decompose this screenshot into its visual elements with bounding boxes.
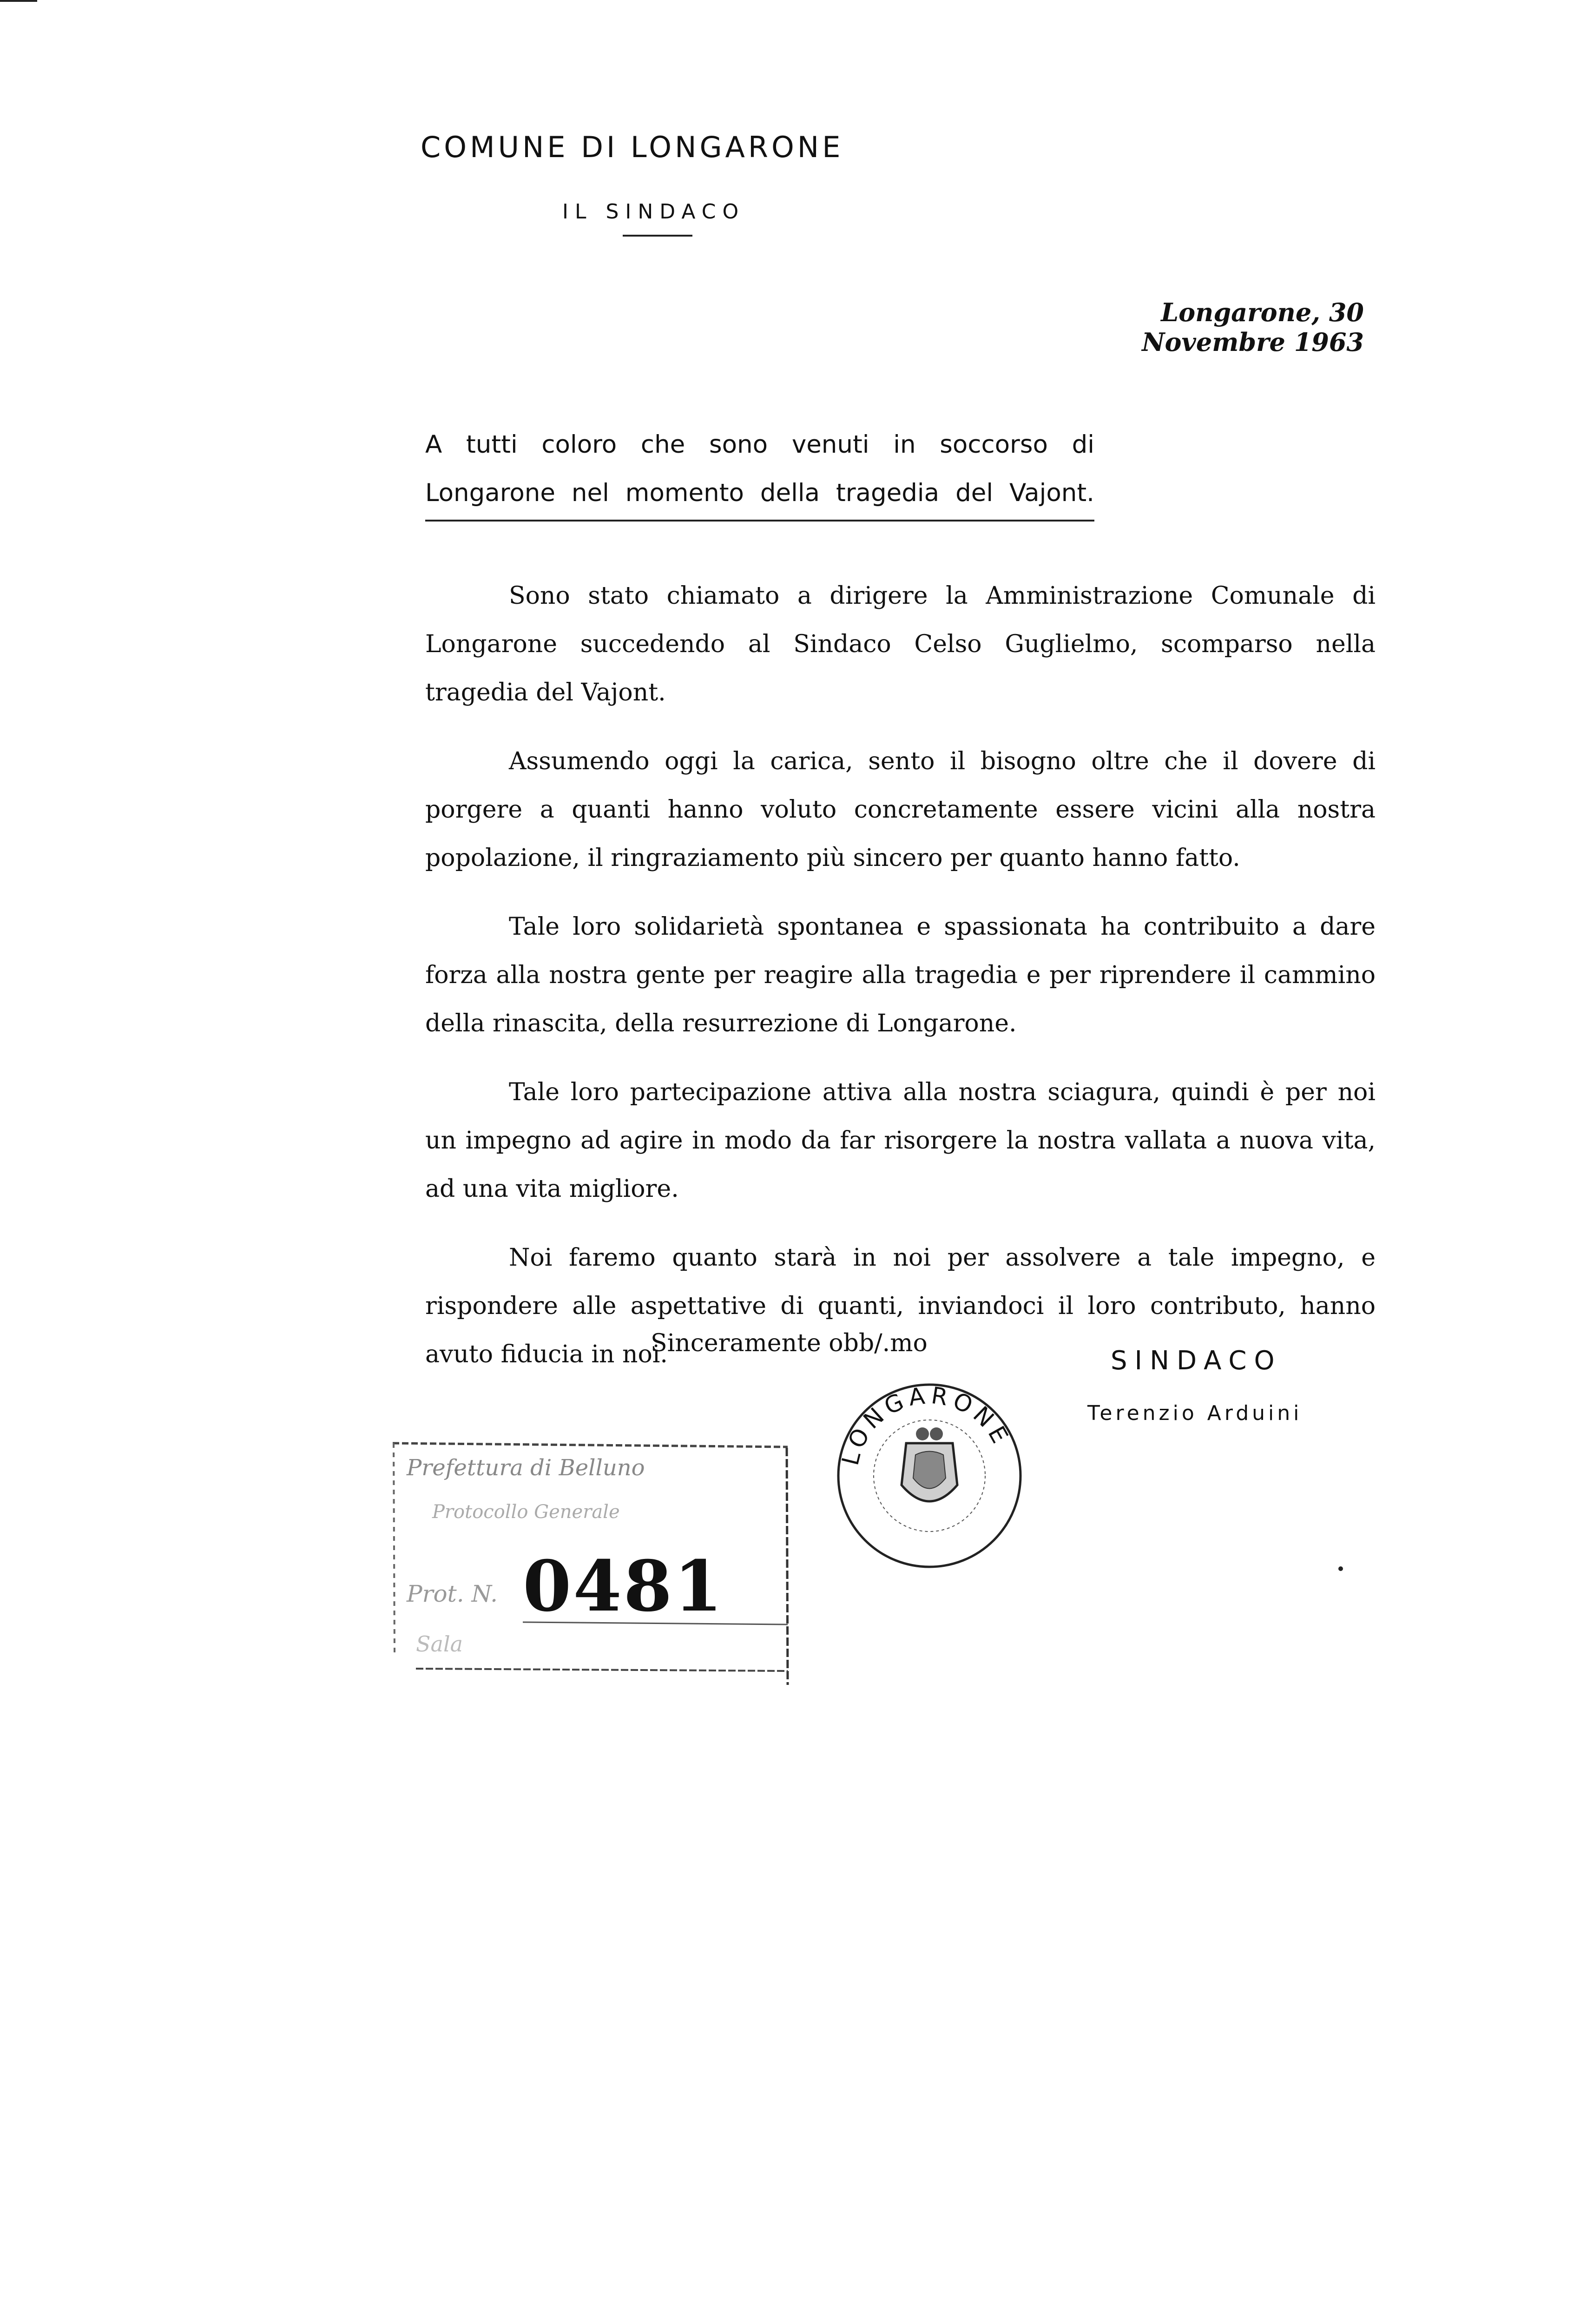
body-paragraph-1: Sono stato chiamato a dirigere la Amministrazione Comunale di Longarone succedendo al Sindaco Celso Guglielmo, scomparso nella tragedia del Vajont.	[425, 582, 1376, 706]
seal-icon	[832, 1378, 1027, 1573]
address-underline	[425, 520, 1094, 522]
stamp-office-line: Protocollo Generale	[432, 1501, 620, 1523]
protocol-number: 0481	[523, 1545, 724, 1627]
body-paragraph-3: Tale loro solidarietà spontanea e spassionata ha contribuito a dare forza alla nostra gente per reagire alla tragedia e per riprendere il cammino della rinascita, della resurrezione di Longarone.	[425, 913, 1376, 1037]
scan-edge-mark	[0, 0, 37, 2]
letterhead-underline	[623, 235, 692, 237]
address-heading: A tutti coloro che sono venuti in soccorso di Longarone nel momento della tragedia del Vajont.	[425, 430, 1094, 507]
date-line: Longarone, 30 Novembre 1963	[1142, 297, 1364, 357]
signature-role: SINDACO	[1111, 1346, 1282, 1376]
seal-text: LONGARONE	[836, 1381, 1016, 1468]
letterhead-title: COMUNE DI LONGARONE	[421, 130, 844, 164]
scan-speck	[1338, 1566, 1343, 1571]
body-paragraph-2: Assumendo oggi la carica, sento il bisogno oltre che il dovere di porgere a quanti hanno voluto concretamente essere vicini alla nostra popolazione, il ringraziamento più sincero per quanto hanno fatto.	[425, 747, 1376, 872]
stamp-footer-line: Sala	[416, 1631, 463, 1657]
body-paragraph-4: Tale loro partecipazione attiva alla nostra sciagura, quindi è per noi un impegno ad agire in modo da far risorgere la nostra vallata a nuova vita, ad una vita migliore.	[425, 1078, 1376, 1203]
letterhead-subtitle: IL SINDACO	[562, 200, 745, 224]
signature-name: Terenzio Arduini	[1087, 1401, 1303, 1425]
stamp-prot-label: Prot. N.	[407, 1580, 498, 1607]
body-paragraph-5: Noi faremo quanto starà in noi per assolvere a tale impegno, e rispondere alle aspettative di quanti, inviandoci il loro contributo, hanno avuto fiducia in noi.	[425, 1244, 1376, 1368]
registry-stamp	[388, 1434, 797, 1694]
closing-salutation: Sinceramente obb/.mo	[651, 1329, 928, 1357]
municipal-seal	[832, 1378, 1027, 1573]
letter-body	[425, 572, 1376, 1399]
stamp-header-line: Prefettura di Belluno	[407, 1455, 645, 1481]
